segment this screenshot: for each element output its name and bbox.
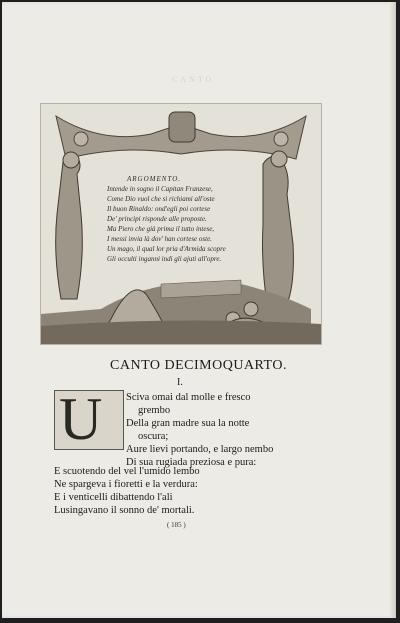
engraving-illustration: [41, 104, 321, 344]
argument-line: Il buon Rinaldo: ond'egli poi cortese: [107, 205, 211, 213]
page-edge: [389, 2, 395, 618]
verse-line: Di sua rugiada preziosa e pura:: [126, 457, 257, 468]
verse-line: Aure lievi portando, e largo nembo: [126, 444, 274, 455]
argument-line: Gli occulti inganni indi gli ajuti all'opre.: [107, 255, 222, 263]
argument-line: Intende in sogno il Capitan Franzese,: [107, 185, 213, 193]
verse-line: Della gran madre sua la notte: [126, 418, 250, 429]
decorated-initial: [54, 386, 124, 452]
verse-line: Sciva omai dal molle e fresco: [126, 392, 251, 403]
engraved-plate: [40, 103, 322, 345]
page-number: ( 185 ): [167, 521, 186, 529]
argument-line: I messi invia là dov' han cortese oste.: [107, 235, 212, 243]
verse-line: E i venticelli dibattendo l'ali: [54, 492, 173, 503]
bleed-through-text: CANTO: [172, 75, 215, 84]
argument-line: Ma Piero che già prima il tutto intese,: [107, 225, 215, 233]
book-page: [2, 2, 396, 618]
verse-line: Lusingavano il sonno de' mortali.: [54, 505, 195, 516]
argument-title: ARGOMENTO.: [127, 175, 182, 183]
verse-line: oscura;: [138, 431, 169, 442]
stanza-number: I.: [177, 377, 183, 388]
verse-line: grembo: [138, 405, 171, 416]
dropcap-letter: U: [59, 386, 103, 452]
argument-line: De' principi risponde alle proposte.: [107, 215, 207, 223]
verse-line: E scuotendo del vel l'umido lembo: [54, 466, 200, 477]
canto-title: CANTO DECIMOQUARTO.: [110, 358, 287, 373]
argument-line: Come Dio vuol che si richiami all'oste: [107, 195, 215, 203]
argument-line: Un mago, il qual lor pria d'Armida scopre: [107, 245, 226, 253]
verse-line: Ne spargeva i fioretti e la verdura:: [54, 479, 198, 490]
